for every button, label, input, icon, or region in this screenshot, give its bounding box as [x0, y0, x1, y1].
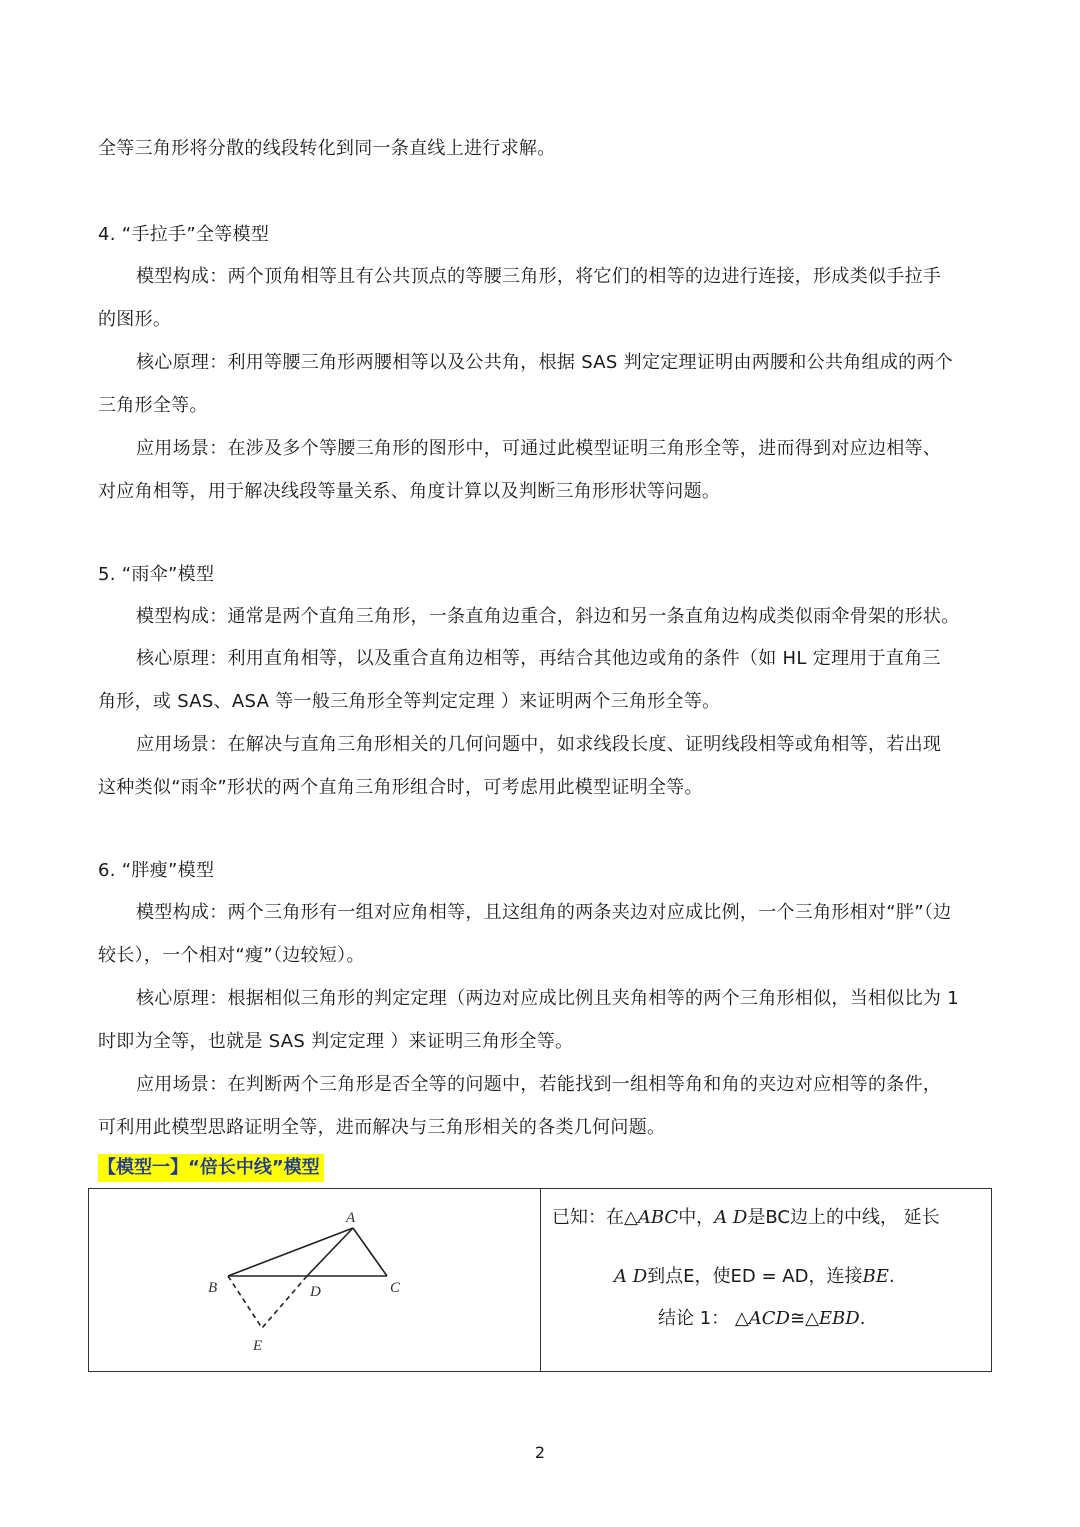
paragraph-line: 较长），一个相对“瘦”（边较短）。	[98, 945, 365, 966]
known-prefix: 已知：在	[552, 1207, 624, 1228]
segment-AD	[307, 1228, 353, 1276]
paragraph-line: 时即为全等，也就是 SAS 判定定理 ）来证明三角形全等。	[98, 1031, 574, 1052]
segment-AC	[353, 1228, 387, 1276]
known-text: 边上的中线， 延长	[789, 1207, 940, 1228]
triangle-ebd: △EBD	[805, 1308, 860, 1329]
section-heading-6: 6. “胖瘦”模型	[98, 860, 215, 881]
paragraph-line: 角形，或 SAS、ASA 等一般三角形全等判定定理 ）来证明两个三角形全等。	[98, 691, 721, 712]
paragraph-line: 模型构成：通常是两个直角三角形，一条直角边重合，斜边和另一条直角边构成类似雨伞骨架的形状。	[136, 606, 960, 627]
paragraph-line: 应用场景：在涉及多个等腰三角形的图形中，可通过此模型证明三角形全等，进而得到对应边相等、	[136, 438, 942, 459]
label-B: B	[208, 1280, 218, 1296]
conclusion-dot: .	[859, 1308, 866, 1329]
known-text: 到点	[647, 1266, 684, 1287]
known-text: ，使	[694, 1266, 731, 1287]
segment-BA	[228, 1228, 353, 1276]
paragraph-line: 全等三角形将分散的线段转化到同一条直线上进行求解。	[98, 138, 556, 159]
triangle-acd: △ACD	[734, 1308, 790, 1329]
segment-be: BE	[862, 1266, 889, 1287]
page-number: 2	[534, 1443, 546, 1462]
conclusion-line	[658, 1306, 865, 1332]
known-text: .	[888, 1266, 895, 1287]
label-D: D	[310, 1284, 321, 1300]
paragraph-line: 应用场景：在解决与直角三角形相关的几何问题中，如求线段长度、证明线段相等或角相等，若出现	[136, 734, 942, 755]
segment-ad: A D	[614, 1266, 648, 1287]
geometry-figure	[100, 1200, 440, 1360]
known-text: 是	[747, 1207, 766, 1228]
section-heading-5: 5. “雨伞”模型	[98, 564, 215, 585]
segment-bc: BC	[765, 1207, 790, 1228]
paragraph-line: 三角形全等。	[98, 395, 208, 416]
point-e: E	[683, 1266, 695, 1287]
segment-ad: A D	[714, 1207, 748, 1228]
table-divider	[540, 1189, 541, 1371]
label-A: A	[346, 1210, 356, 1226]
paragraph-line: 模型构成：两个顶角相等且有公共顶点的等腰三角形，将它们的相等的边进行连接，形成类似手拉手	[136, 266, 942, 287]
segment-DE	[262, 1276, 307, 1328]
known-line-1	[552, 1205, 940, 1231]
label-C: C	[390, 1280, 401, 1296]
paragraph-line: 对应角相等，用于解决线段等量关系、角度计算以及判断三角形形状等问题。	[98, 481, 721, 502]
paragraph-line: 应用场景：在判断两个三角形是否全等的问题中，若能找到一组相等角和角的夹边对应相等的条件，	[136, 1074, 942, 1095]
paragraph-line: 核心原理：利用等腰三角形两腰相等以及公共角，根据 SAS 判定定理证明由两腰和公共角组成的两个	[136, 352, 954, 373]
known-text: ，连接	[808, 1266, 863, 1287]
label-E: E	[253, 1338, 263, 1354]
conclusion-label: 结论 1：	[658, 1308, 730, 1329]
congruent-symbol: ≅	[789, 1308, 806, 1329]
known-line-2	[614, 1264, 895, 1290]
section-heading-4: 4. “手拉手”全等模型	[98, 224, 270, 245]
paragraph-line: 的图形。	[98, 309, 172, 330]
paragraph-line: 核心原理：根据相似三角形的判定定理（两边对应成比例且夹角相等的两个三角形相似，当相似比为 1	[136, 988, 959, 1009]
segment-BE	[228, 1276, 262, 1328]
paragraph-line: 核心原理：利用直角相等，以及重合直角边相等，再结合其他边或角的条件（如 HL 定理用于直角三	[136, 648, 941, 669]
model-highlight-label: 【模型一】“倍长中线”模型	[98, 1154, 324, 1182]
known-text: 中，	[678, 1207, 715, 1228]
paragraph-line: 这种类似“雨伞”形状的两个直角三角形组合时，可考虑用此模型证明全等。	[98, 777, 703, 798]
equation-ed-ad: ED = AD	[730, 1266, 809, 1287]
paragraph-line: 模型构成：两个三角形有一组对应角相等，且这组角的两条夹边对应成比例，一个三角形相对“胖”（边	[136, 902, 952, 923]
paragraph-line: 可利用此模型思路证明全等，进而解决与三角形相关的各类几何问题。	[98, 1117, 666, 1138]
triangle-abc: △ABC	[624, 1207, 679, 1228]
